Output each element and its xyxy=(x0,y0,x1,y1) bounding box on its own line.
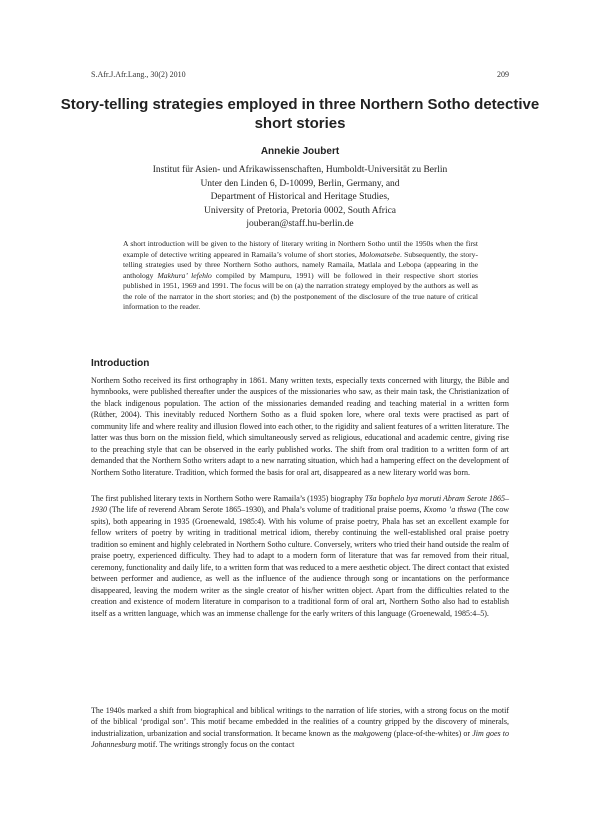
author-affiliation xyxy=(0,164,600,232)
term-italic: makgoweng xyxy=(353,728,392,738)
affiliation-line: Institut für Asien- und Afrikawissenschaften, Humboldt-Universität zu Berlin xyxy=(152,165,448,175)
affiliation-line: Unter den Linden 6, D-10099, Berlin, Germany, and xyxy=(200,178,400,189)
abstract-book-title: Molomatsebe xyxy=(359,249,400,259)
abstract xyxy=(123,239,478,313)
author-email: jouberan@staff.hu-berlin.de xyxy=(246,219,354,229)
book-title: Kxomo ’a thswa xyxy=(423,505,477,515)
abstract-text: A short introduction will be given to the history of literary writing in Northern Sotho until the 1950s when the first example of detective writing appeared in Ramaila’s volume of short stories, xyxy=(123,239,478,259)
paragraph-text: The 1940s marked a shift from biographical and biblical writings to the narration of life stories, with a strong focus on the motif of the biblical ‘prodigal son’. This motif became embedded in the realities of a country gripped by the discovery of minerals, industrialization, urbanization and social transformation. It became known as the xyxy=(91,706,509,738)
author-name: Annekie Joubert xyxy=(260,146,340,157)
book-title: Tša bophelo bya moruti Abram Serote 1865–1930 xyxy=(91,494,509,515)
journal-citation: S.Afr.J.Afr.Lang., 30(2) 2010 xyxy=(91,70,186,79)
page-number: 209 xyxy=(497,70,509,79)
affiliation-line: University of Pretoria, Pretoria 0002, South Africa xyxy=(203,205,397,216)
paragraph-text: (place-of-the-whites) or xyxy=(391,728,473,738)
abstract-text: compiled by Mampuru, 1991) will be followed in their respective short stories published in 1951, 1969 and 1991. The focus will be on (a) the narration strategy employed by the authors as well as the role of the narrator in the short stories; and (b) the postponement of the disclosure of the true nature of critical information to the reader. xyxy=(123,270,478,311)
affiliation-line: Department of Historical and Heritage Studies, xyxy=(210,192,390,202)
article-title: Story-telling strategies employed in three Northern Sotho detective short stories xyxy=(60,96,540,132)
paragraph-text: (The life of reverend Abram Serote 1865–1930), and Phala’s volume of traditional praise poems, xyxy=(107,505,424,515)
body-paragraph xyxy=(91,705,509,751)
paragraph-text: motif. The writings strongly focus on the contact xyxy=(136,740,295,750)
body-paragraph xyxy=(91,493,509,619)
abstract-book-title: Makhura’ lefehlo xyxy=(157,270,212,280)
paragraph-text: The first published literary texts in Northern Sotho were Ramaila’s (1935) biography xyxy=(91,494,365,503)
paragraph-text: (The cow spits), both appearing in 1935 (Groenewald, 1985:4). With his volume of praise poetry, Phala has set an excellent example for fellow writers of poetry by writing in traditional metrical idiom, thereby continuing the well-established oral praise poetry tradition so eminent and highly celebrated in Northern Sotho culture. Conversely, writers who tried their hand outside the realm of praise poetry, experienced difficulty. They had to adapt to a modern form of literature that was far removed from their ritual, ceremony, functionality and daily life, to a written form that was reduced to a mere aesthetic object. The direct contact that existed between performer and audience, as well as the influence of the audience through song or incantations on the performance disappeared, leaving the modern writer as the single creator of his/her written object. Apart from the difficulties related to the creation and existence of modern literature in comparison to a traditional form of oral art, Northern Sotho also had to establish itself as a written language, which was an immense challenge for the early writers of this language (Groenewald, 1985:4–5). xyxy=(91,505,510,618)
body-paragraph: Northern Sotho received its first orthography in 1861. Many written texts, especially texts concerned with liturgy, the Bible and hymnbooks, were published thereafter under the auspices of the missionaries who saw, as their main task, the Christianization of the black indigenous population. The action of the missionaries demanded reading and teaching material in a written form (Rüther, 2004). This inevitably reduced Northern Sotho as a fluid spoken lore, where oral texts were practised as part of community life and where reality and illusion flowed into each other, to the rigidity and salient features of a written literature. The latter was thus born on the mission field, which simultaneously served as religious, educational and academic centre, giving rise to the preaching style that can be observed in the early published works. The shift from oral tradition to a written form of art demanded that the Northern Sotho writers adapt to a new narrating situation, which had a hampering effect on the development of Northern Sotho literature. Tradition, which formed the basis for oral art, disappeared as a new literary world was born. xyxy=(91,376,509,477)
term-italic: Jim goes to Johannesburg xyxy=(91,728,509,750)
running-header xyxy=(91,70,509,82)
abstract-text: . Subsequently, the story-telling strategies used by three Northern Sotho authors, namely Ramaila, Matlala and Lebopa (appearing in the anthology xyxy=(123,249,478,280)
section-heading: Introduction xyxy=(91,358,150,369)
